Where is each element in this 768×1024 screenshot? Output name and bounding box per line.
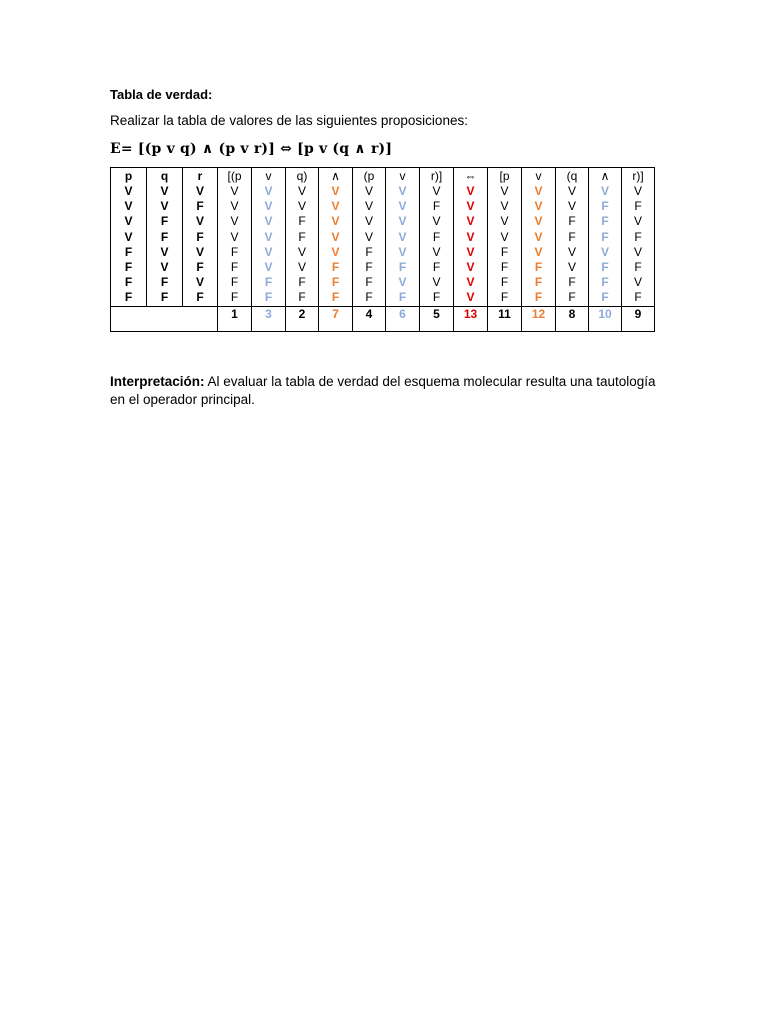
expr-value: F	[218, 260, 252, 275]
interpretation-label: Interpretación:	[110, 374, 205, 389]
expr-value: F	[589, 290, 622, 306]
expr-value: V	[488, 199, 522, 214]
expr-value: V	[353, 230, 386, 245]
expr-value: F	[488, 275, 522, 290]
expr-value: V	[488, 184, 522, 199]
expr-value: F	[589, 199, 622, 214]
expr-value: F	[634, 260, 642, 275]
expr-value: V	[522, 245, 556, 260]
expr-value: F	[556, 275, 589, 290]
expr-value: V	[556, 184, 589, 199]
truth-table-header-row	[111, 168, 655, 185]
expr-header: (p	[353, 168, 386, 185]
expr-value: V	[218, 214, 252, 229]
expr-value: V	[589, 245, 622, 260]
truth-table-row	[111, 275, 655, 290]
blank-cell	[622, 323, 655, 332]
var-value: F	[183, 199, 218, 214]
expr-value: V	[454, 230, 488, 245]
expr-value: V	[386, 199, 420, 214]
expr-value: F	[556, 290, 589, 306]
blank-cell	[111, 306, 218, 323]
expr-value: V	[589, 184, 622, 199]
blank-cell	[522, 323, 556, 332]
expr-value: V	[633, 214, 642, 229]
step-number: 4	[353, 306, 386, 323]
expr-value: V	[252, 230, 286, 245]
expr-value: F	[386, 260, 420, 275]
truth-table-row	[111, 184, 655, 199]
expr-value: V	[556, 199, 589, 214]
expr-value: F	[353, 260, 386, 275]
expr-value: V	[556, 260, 589, 275]
expr-value: V	[488, 230, 522, 245]
step-number: 8	[556, 306, 589, 323]
expr-value: F	[286, 214, 319, 229]
expr-value: F	[488, 290, 522, 306]
var-value: F	[147, 290, 183, 306]
truth-table-step-row	[111, 306, 655, 323]
var-value: F	[111, 260, 147, 275]
expr-header: r)]	[632, 168, 644, 183]
expr-value: F	[319, 275, 353, 290]
expr-value: V	[454, 199, 488, 214]
expr-value: F	[589, 275, 622, 290]
step-number: 1	[218, 306, 252, 323]
expr-value: V	[286, 184, 319, 199]
expr-value: V	[556, 245, 589, 260]
expr-value: F	[353, 290, 386, 306]
expr-value: V	[286, 199, 319, 214]
truth-table-row	[111, 245, 655, 260]
section-heading: Tabla de verdad:	[110, 87, 213, 102]
expr-value: F	[420, 260, 454, 275]
step-number: 13	[454, 306, 488, 323]
expr-value: F	[522, 275, 556, 290]
var-value: V	[111, 230, 147, 245]
var-value: V	[111, 199, 147, 214]
blank-cell	[589, 323, 622, 332]
expr-value: V	[633, 184, 642, 199]
expr-value: F	[556, 214, 589, 229]
expr-value: V	[488, 214, 522, 229]
expr-value: F	[556, 230, 589, 245]
expr-value: F	[522, 260, 556, 275]
expr-value: V	[386, 214, 420, 229]
step-number: 2	[286, 306, 319, 323]
expr-value: F	[634, 290, 642, 305]
expr-value: F	[286, 275, 319, 290]
var-value: F	[183, 230, 218, 245]
var-value: F	[147, 214, 183, 229]
expr-value: F	[353, 245, 386, 260]
expr-value: V	[218, 199, 252, 214]
truth-table-row	[111, 214, 655, 229]
expr-value: F	[286, 230, 319, 245]
expr-value: V	[353, 184, 386, 199]
var-value: F	[147, 275, 183, 290]
blank-cell	[386, 323, 420, 332]
expr-value: V	[454, 275, 488, 290]
expr-value: V	[286, 245, 319, 260]
expr-value: F	[420, 230, 454, 245]
expr-value: V	[386, 275, 420, 290]
blank-cell	[252, 323, 286, 332]
var-value: F	[183, 260, 218, 275]
expr-value: F	[420, 290, 454, 306]
expr-value: F	[218, 245, 252, 260]
instruction-text: Realizar la tabla de valores de las siguientes proposiciones:	[110, 113, 468, 128]
var-header-q: q	[147, 168, 183, 185]
expr-value: V	[420, 184, 454, 199]
proposition-formula: E= [(p v q) ∧ (p v r)] ⇔ [p v (q ∧ r)]	[110, 141, 393, 157]
var-value: V	[147, 245, 183, 260]
blank-cell	[420, 323, 454, 332]
expr-value: V	[522, 199, 556, 214]
blank-cell	[353, 323, 386, 332]
truth-table	[110, 167, 655, 332]
expr-value: F	[319, 260, 353, 275]
expr-header: ⇔	[454, 168, 488, 185]
blank-cell	[454, 323, 488, 332]
expr-value: F	[252, 275, 286, 290]
expr-value: F	[589, 260, 622, 275]
var-value: V	[183, 214, 218, 229]
expr-value: F	[522, 290, 556, 306]
expr-value: F	[386, 290, 420, 306]
expr-value: V	[252, 184, 286, 199]
expr-value: F	[252, 290, 286, 306]
expr-value: F	[634, 229, 642, 244]
expr-value: V	[319, 184, 353, 199]
expr-value: V	[252, 199, 286, 214]
expr-value: V	[522, 230, 556, 245]
expr-value: V	[319, 199, 353, 214]
expr-value: V	[252, 214, 286, 229]
var-value: F	[147, 230, 183, 245]
expr-value: F	[218, 290, 252, 306]
expr-value: F	[589, 230, 622, 245]
expr-value: F	[218, 275, 252, 290]
truth-table-container	[110, 167, 655, 332]
expr-header: [(p	[218, 168, 252, 185]
blank-cell	[111, 323, 218, 332]
step-number: 10	[589, 306, 622, 323]
expr-value: V	[522, 184, 556, 199]
var-value: V	[183, 275, 218, 290]
expr-value: F	[488, 245, 522, 260]
expr-value: V	[454, 184, 488, 199]
step-number: 5	[420, 306, 454, 323]
truth-table-row	[111, 199, 655, 214]
expr-value: V	[454, 260, 488, 275]
step-number: 12	[522, 306, 556, 323]
expr-value: V	[386, 230, 420, 245]
expr-value: F	[589, 214, 622, 229]
var-value: V	[183, 245, 218, 260]
expr-value: V	[286, 260, 319, 275]
expr-header: v	[386, 168, 420, 185]
var-value: V	[147, 184, 183, 199]
expr-value: V	[353, 214, 386, 229]
expr-value: F	[488, 260, 522, 275]
var-value: F	[183, 290, 218, 306]
expr-value: V	[522, 214, 556, 229]
expr-value: V	[454, 245, 488, 260]
expr-value: V	[386, 245, 420, 260]
interpretation-paragraph	[110, 373, 670, 409]
expr-header: v	[522, 168, 556, 185]
expr-header: q)	[286, 168, 319, 185]
expr-value: V	[454, 214, 488, 229]
var-value: V	[111, 214, 147, 229]
expr-value: V	[319, 245, 353, 260]
blank-cell	[556, 323, 589, 332]
expr-value: F	[286, 290, 319, 306]
expr-header: ∧	[589, 168, 622, 185]
var-value: F	[111, 275, 147, 290]
interpretation-text: Al evaluar la tabla de verdad del esquema molecular resulta una tautología en el operador principal.	[110, 374, 656, 407]
blank-cell	[319, 323, 353, 332]
step-number: 11	[488, 306, 522, 323]
var-header-p: p	[111, 168, 147, 185]
expr-value: V	[218, 230, 252, 245]
expr-value: V	[420, 275, 454, 290]
expr-value: V	[454, 290, 488, 306]
expr-value: F	[634, 199, 642, 214]
truth-table-row	[111, 290, 655, 306]
expr-value: V	[252, 245, 286, 260]
expr-header: ∧	[319, 168, 353, 185]
expr-value: V	[353, 199, 386, 214]
var-header-r: r	[183, 168, 218, 185]
expr-header: r)]	[420, 168, 454, 185]
var-value: F	[111, 290, 147, 306]
expr-value: V	[319, 230, 353, 245]
truth-table-row	[111, 230, 655, 245]
step-number: 6	[386, 306, 420, 323]
blank-cell	[218, 323, 252, 332]
expr-value: F	[353, 275, 386, 290]
expr-value: V	[633, 244, 642, 259]
var-value: V	[147, 199, 183, 214]
expr-value: V	[386, 184, 420, 199]
var-value: V	[183, 184, 218, 199]
expr-value: F	[420, 199, 454, 214]
expr-header: (q	[556, 168, 589, 185]
step-number: 3	[252, 306, 286, 323]
var-value: V	[147, 260, 183, 275]
expr-header: [p	[488, 168, 522, 185]
expr-value: V	[420, 214, 454, 229]
blank-cell	[488, 323, 522, 332]
expr-value: F	[319, 290, 353, 306]
var-value: F	[111, 245, 147, 260]
blank-cell	[286, 323, 319, 332]
expr-value: V	[633, 275, 642, 290]
expr-value: V	[252, 260, 286, 275]
expr-value: V	[420, 245, 454, 260]
truth-table-row	[111, 260, 655, 275]
expr-value: V	[319, 214, 353, 229]
step-number: 7	[319, 306, 353, 323]
var-value: V	[111, 184, 147, 199]
expr-value: V	[218, 184, 252, 199]
step-number: 9	[622, 306, 655, 323]
expr-header: v	[252, 168, 286, 185]
